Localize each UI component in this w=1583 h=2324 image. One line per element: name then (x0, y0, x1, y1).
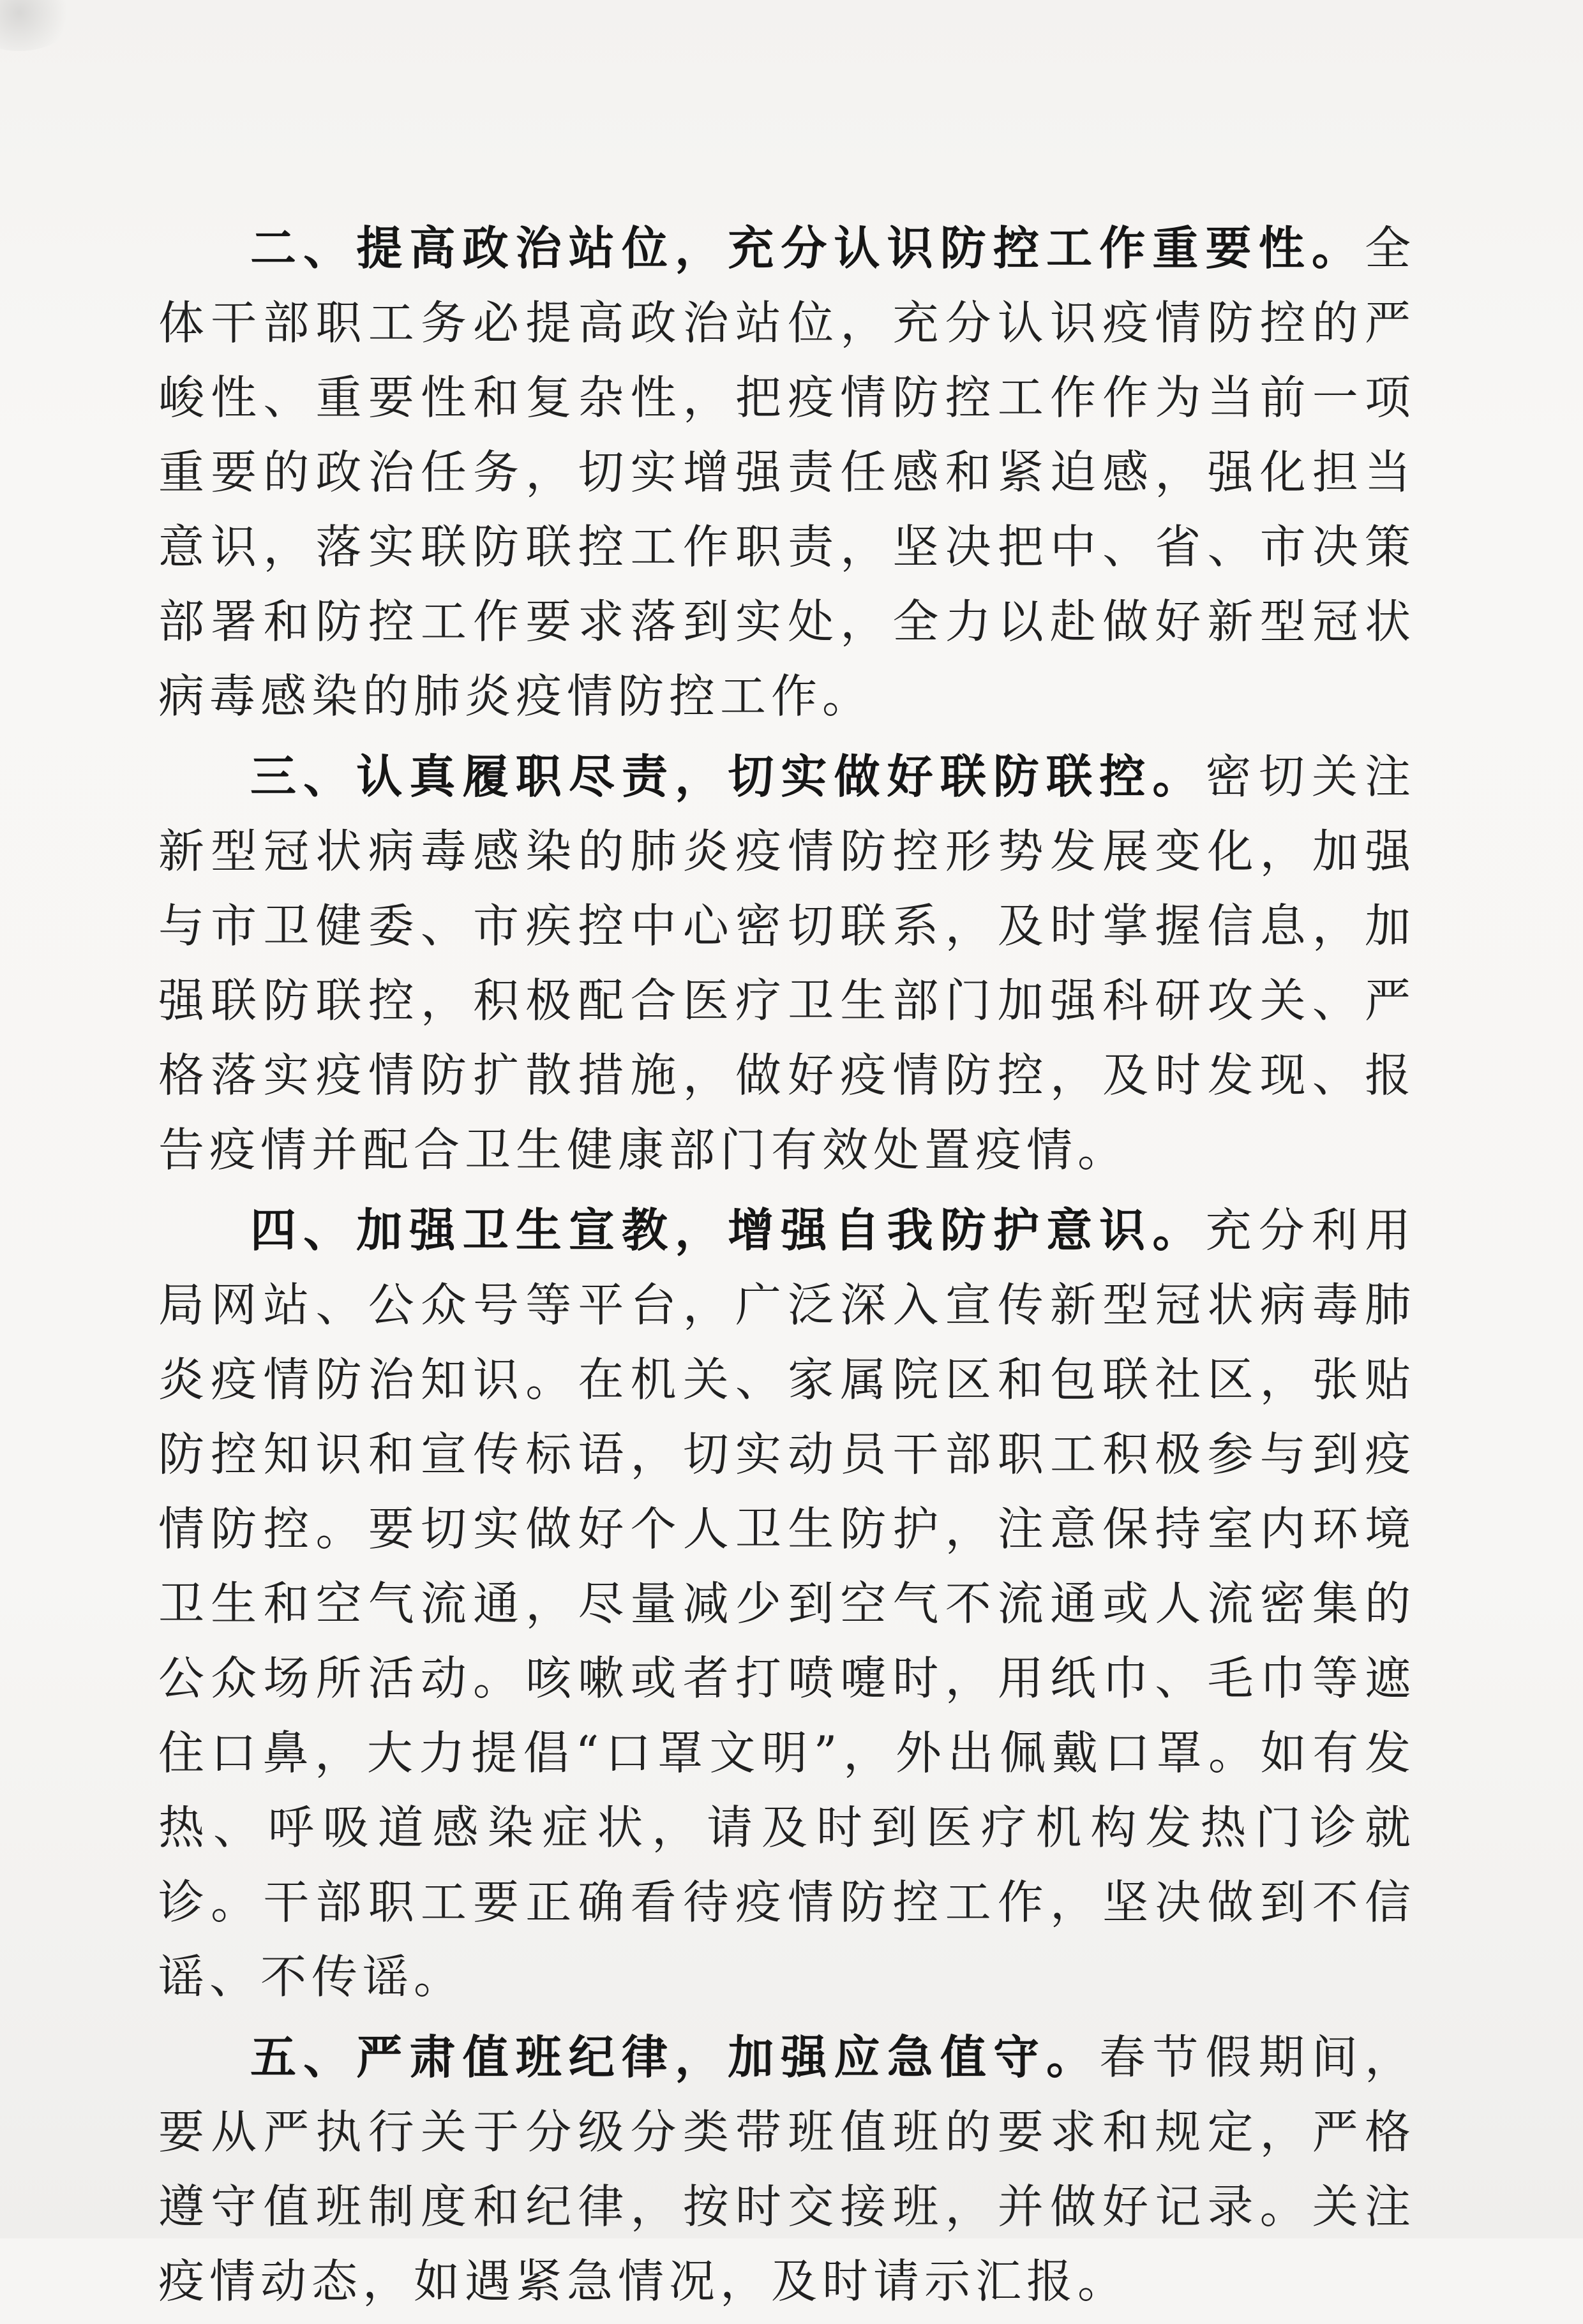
document-body (158, 211, 1416, 2324)
paragraph-heading: 三、认真履职尽责，切实做好联防联控。 (250, 749, 1206, 803)
paragraph-two (158, 211, 1416, 734)
paragraph-five (158, 2020, 1416, 2319)
paragraph-heading: 二、提高政治站位，充分认识防控工作重要性。 (250, 221, 1365, 275)
paragraph-heading: 五、严肃值班纪律，加强应急值守。 (250, 2030, 1100, 2084)
scan-shadow (0, 0, 77, 51)
paragraph-text: 密切关注新型冠状病毒感染的肺炎疫情防控形势发展变化，加强与市卫健委、市疾控中心密切联系，及时掌握信息，加强联防联控，积极配合医疗卫生部门加强科研攻关、严格落实疫情防扩散措施，做好疫情防控，及时发现、报告疫情并配合卫生健康部门有效处置疫情。 (158, 750, 1416, 1177)
paragraph-text: 全体干部职工务必提高政治站位，充分认识疫情防控的严峻性、重要性和复杂性，把疫情防控工作作为当前一项重要的政治任务，切实增强责任感和紧迫感，强化担当意识，落实联防联控工作职责，坚决把中、省、市决策部署和防控工作要求落到实处，全力以赴做好新型冠状病毒感染的肺炎疫情防控工作。 (158, 221, 1416, 723)
paragraph-three (158, 739, 1416, 1188)
paragraph-text: 春节假期间，要从严执行关于分级分类带班值班的要求和规定，严格遵守值班制度和纪律，按时交接班，并做好记录。关注疫情动态，如遇紧急情况，及时请示汇报。 (158, 2030, 1416, 2308)
paragraph-four (158, 1193, 1416, 2015)
paragraph-text: 充分利用局网站、公众号等平台，广泛深入宣传新型冠状病毒肺炎疫情防治知识。在机关、家属院区和包联社区，张贴防控知识和宣传标语，切实动员干部职工积极参与到疫情防控。要切实做好个人卫生防护，注意保持室内环境卫生和空气流通，尽量减少到空气不流通或人流密集的公众场所活动。咳嗽或者打喷嚏时，用纸巾、毛巾等遮住口鼻，大力提倡“口罩文明”，外出佩戴口罩。如有发热、呼吸道感染症状，请及时到医疗机构发热门诊就诊。干部职工要正确看待疫情防控工作，坚决做到不信谣、不传谣。 (158, 1203, 1416, 2004)
paragraph-heading: 四、加强卫生宣教，增强自我防护意识。 (250, 1203, 1206, 1257)
